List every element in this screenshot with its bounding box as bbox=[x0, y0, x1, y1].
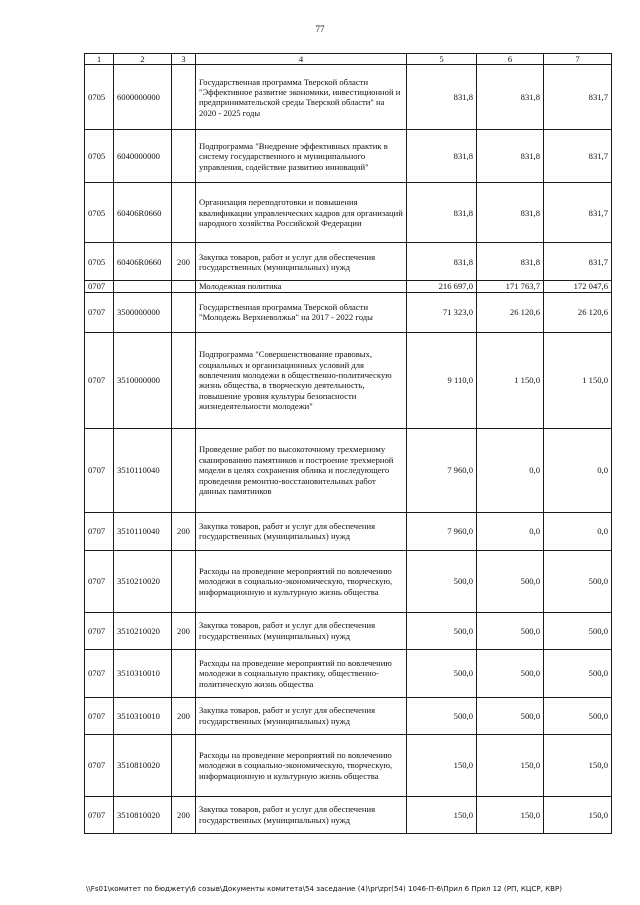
description-cell: Закупка товаров, работ и услуг для обеспечения государственных (муниципальных) нужд bbox=[196, 697, 407, 734]
amount-year-2-cell: 500,0 bbox=[477, 649, 544, 697]
target-code-cell: 3510210020 bbox=[114, 612, 172, 649]
description-cell: Закупка товаров, работ и услуг для обеспечения государственных (муниципальных) нужд bbox=[196, 612, 407, 649]
description-cell: Организация переподготовки и повышения квалификации управленческих кадров для организаций народного хозяйства Российской Федерации bbox=[196, 183, 407, 243]
amount-year-3-cell: 831,7 bbox=[544, 183, 612, 243]
amount-year-2-cell: 831,8 bbox=[477, 65, 544, 130]
amount-year-2-cell: 500,0 bbox=[477, 697, 544, 734]
target-code-cell: 3510210020 bbox=[114, 550, 172, 612]
section-code-cell: 0707 bbox=[85, 697, 114, 734]
expense-type-cell bbox=[172, 281, 196, 292]
table-row bbox=[85, 512, 612, 550]
expense-type-cell bbox=[172, 428, 196, 512]
amount-year-2-cell: 1 150,0 bbox=[477, 332, 544, 428]
amount-year-3-cell: 150,0 bbox=[544, 734, 612, 796]
table-row bbox=[85, 332, 612, 428]
description-cell: Государственная программа Тверской области "Молодежь Верхневолжья" на 2017 - 2022 годы bbox=[196, 292, 407, 332]
expense-type-cell: 200 bbox=[172, 796, 196, 833]
amount-year-2-cell: 500,0 bbox=[477, 612, 544, 649]
target-code-cell: 3510310010 bbox=[114, 649, 172, 697]
expense-type-cell bbox=[172, 332, 196, 428]
expense-type-cell: 200 bbox=[172, 512, 196, 550]
amount-year-3-cell: 150,0 bbox=[544, 796, 612, 833]
table-row bbox=[85, 734, 612, 796]
table-row bbox=[85, 697, 612, 734]
amount-year-1-cell: 831,8 bbox=[407, 183, 477, 243]
section-code-cell: 0707 bbox=[85, 734, 114, 796]
target-code-cell: 3500000000 bbox=[114, 292, 172, 332]
amount-year-1-cell: 500,0 bbox=[407, 550, 477, 612]
table-row bbox=[85, 281, 612, 292]
page-number: 77 bbox=[315, 24, 325, 34]
amount-year-2-cell: 26 120,6 bbox=[477, 292, 544, 332]
table-header-row bbox=[85, 54, 612, 65]
section-code-cell: 0707 bbox=[85, 292, 114, 332]
column-header: 1 bbox=[85, 54, 114, 65]
expense-type-cell bbox=[172, 734, 196, 796]
target-code-cell: 3510110040 bbox=[114, 512, 172, 550]
amount-year-1-cell: 216 697,0 bbox=[407, 281, 477, 292]
section-code-cell: 0707 bbox=[85, 512, 114, 550]
description-cell: Расходы на проведение мероприятий по вовлечению молодежи в социальную практику, общественно-политическую жизнь общества bbox=[196, 649, 407, 697]
amount-year-2-cell: 831,8 bbox=[477, 243, 544, 281]
section-code-cell: 0707 bbox=[85, 281, 114, 292]
section-code-cell: 0707 bbox=[85, 332, 114, 428]
expense-type-cell: 200 bbox=[172, 697, 196, 734]
target-code-cell: 3510000000 bbox=[114, 332, 172, 428]
expense-type-cell bbox=[172, 130, 196, 183]
description-cell: Подпрограмма "Внедрение эффективных практик в систему государственного и муниципального управления, содействие развитию инноваций" bbox=[196, 130, 407, 183]
target-code-cell: 3510810020 bbox=[114, 734, 172, 796]
amount-year-3-cell: 831,7 bbox=[544, 243, 612, 281]
target-code-cell bbox=[114, 281, 172, 292]
amount-year-1-cell: 150,0 bbox=[407, 734, 477, 796]
table-row bbox=[85, 428, 612, 512]
description-cell: Проведение работ по высокоточному трехмерному сканированию памятников и построение трехмерной модели в целях сохранения облика и последующего проведения ремонтно-восстановительных работ данных памятников bbox=[196, 428, 407, 512]
amount-year-2-cell: 150,0 bbox=[477, 734, 544, 796]
column-header: 3 bbox=[172, 54, 196, 65]
section-code-cell: 0707 bbox=[85, 612, 114, 649]
expense-type-cell: 200 bbox=[172, 243, 196, 281]
amount-year-1-cell: 9 110,0 bbox=[407, 332, 477, 428]
section-code-cell: 0707 bbox=[85, 428, 114, 512]
expense-type-cell bbox=[172, 65, 196, 130]
amount-year-3-cell: 500,0 bbox=[544, 550, 612, 612]
target-code-cell: 6000000000 bbox=[114, 65, 172, 130]
document-file-path: \\Fs01\комитет по бюджету\6 созыв\Документы комитета\54 заседание (4)\pr\zpr(54) 1046-П-6\Прил 6 Прил 12 (РП, КЦСР, КВР) bbox=[86, 884, 563, 893]
amount-year-2-cell: 831,8 bbox=[477, 130, 544, 183]
description-cell: Расходы на проведение мероприятий по вовлечению молодежи в социально-экономическую, творческую, информационную и культурную жизнь общества bbox=[196, 550, 407, 612]
target-code-cell: 6040000000 bbox=[114, 130, 172, 183]
target-code-cell: 3510810020 bbox=[114, 796, 172, 833]
column-header: 7 bbox=[544, 54, 612, 65]
amount-year-3-cell: 0,0 bbox=[544, 428, 612, 512]
description-cell: Государственная программа Тверской области "Эффективное развитие экономики, инвестиционной и предпринимательской среды Тверской области" на 2020 - 2025 годы bbox=[196, 65, 407, 130]
expense-type-cell bbox=[172, 292, 196, 332]
section-code-cell: 0705 bbox=[85, 243, 114, 281]
table-row bbox=[85, 243, 612, 281]
amount-year-3-cell: 26 120,6 bbox=[544, 292, 612, 332]
section-code-cell: 0705 bbox=[85, 130, 114, 183]
amount-year-2-cell: 0,0 bbox=[477, 512, 544, 550]
description-cell: Молодежная политика bbox=[196, 281, 407, 292]
table-row bbox=[85, 65, 612, 130]
target-code-cell: 60406R0660 bbox=[114, 243, 172, 281]
description-cell: Закупка товаров, работ и услуг для обеспечения государственных (муниципальных) нужд bbox=[196, 243, 407, 281]
amount-year-3-cell: 500,0 bbox=[544, 697, 612, 734]
amount-year-3-cell: 172 047,6 bbox=[544, 281, 612, 292]
amount-year-1-cell: 150,0 bbox=[407, 796, 477, 833]
budget-table bbox=[84, 53, 612, 834]
amount-year-3-cell: 1 150,0 bbox=[544, 332, 612, 428]
amount-year-2-cell: 0,0 bbox=[477, 428, 544, 512]
amount-year-1-cell: 71 323,0 bbox=[407, 292, 477, 332]
target-code-cell: 3510310010 bbox=[114, 697, 172, 734]
table-row bbox=[85, 550, 612, 612]
table-row bbox=[85, 612, 612, 649]
description-cell: Подпрограмма "Совершенствование правовых, социальных и организационных условий для вовлечения молодежи в общественно-политическую жизнь общества, в творческую деятельность, повышение уровня культуры безопасности жизнедеятельности молодежи" bbox=[196, 332, 407, 428]
column-header: 5 bbox=[407, 54, 477, 65]
target-code-cell: 3510110040 bbox=[114, 428, 172, 512]
amount-year-3-cell: 0,0 bbox=[544, 512, 612, 550]
amount-year-2-cell: 171 763,7 bbox=[477, 281, 544, 292]
amount-year-1-cell: 831,8 bbox=[407, 130, 477, 183]
amount-year-2-cell: 500,0 bbox=[477, 550, 544, 612]
amount-year-3-cell: 500,0 bbox=[544, 612, 612, 649]
amount-year-1-cell: 500,0 bbox=[407, 697, 477, 734]
expense-type-cell bbox=[172, 550, 196, 612]
description-cell: Закупка товаров, работ и услуг для обеспечения государственных (муниципальных) нужд bbox=[196, 796, 407, 833]
amount-year-3-cell: 500,0 bbox=[544, 649, 612, 697]
amount-year-1-cell: 500,0 bbox=[407, 612, 477, 649]
target-code-cell: 60406R0660 bbox=[114, 183, 172, 243]
amount-year-1-cell: 7 960,0 bbox=[407, 428, 477, 512]
expense-type-cell bbox=[172, 649, 196, 697]
amount-year-2-cell: 150,0 bbox=[477, 796, 544, 833]
description-cell: Расходы на проведение мероприятий по вовлечению молодежи в социально-экономическую, творческую, информационную и культурную жизнь общества bbox=[196, 734, 407, 796]
expense-type-cell: 200 bbox=[172, 612, 196, 649]
amount-year-1-cell: 7 960,0 bbox=[407, 512, 477, 550]
amount-year-2-cell: 831,8 bbox=[477, 183, 544, 243]
column-header: 4 bbox=[196, 54, 407, 65]
table-row bbox=[85, 130, 612, 183]
amount-year-1-cell: 500,0 bbox=[407, 649, 477, 697]
amount-year-3-cell: 831,7 bbox=[544, 65, 612, 130]
amount-year-1-cell: 831,8 bbox=[407, 65, 477, 130]
expense-type-cell bbox=[172, 183, 196, 243]
amount-year-1-cell: 831,8 bbox=[407, 243, 477, 281]
description-cell: Закупка товаров, работ и услуг для обеспечения государственных (муниципальных) нужд bbox=[196, 512, 407, 550]
section-code-cell: 0705 bbox=[85, 183, 114, 243]
table-row bbox=[85, 292, 612, 332]
section-code-cell: 0707 bbox=[85, 550, 114, 612]
section-code-cell: 0705 bbox=[85, 65, 114, 130]
table-row bbox=[85, 649, 612, 697]
column-header: 6 bbox=[477, 54, 544, 65]
section-code-cell: 0707 bbox=[85, 796, 114, 833]
table-row bbox=[85, 183, 612, 243]
amount-year-3-cell: 831,7 bbox=[544, 130, 612, 183]
column-header: 2 bbox=[114, 54, 172, 65]
table-row bbox=[85, 796, 612, 833]
section-code-cell: 0707 bbox=[85, 649, 114, 697]
